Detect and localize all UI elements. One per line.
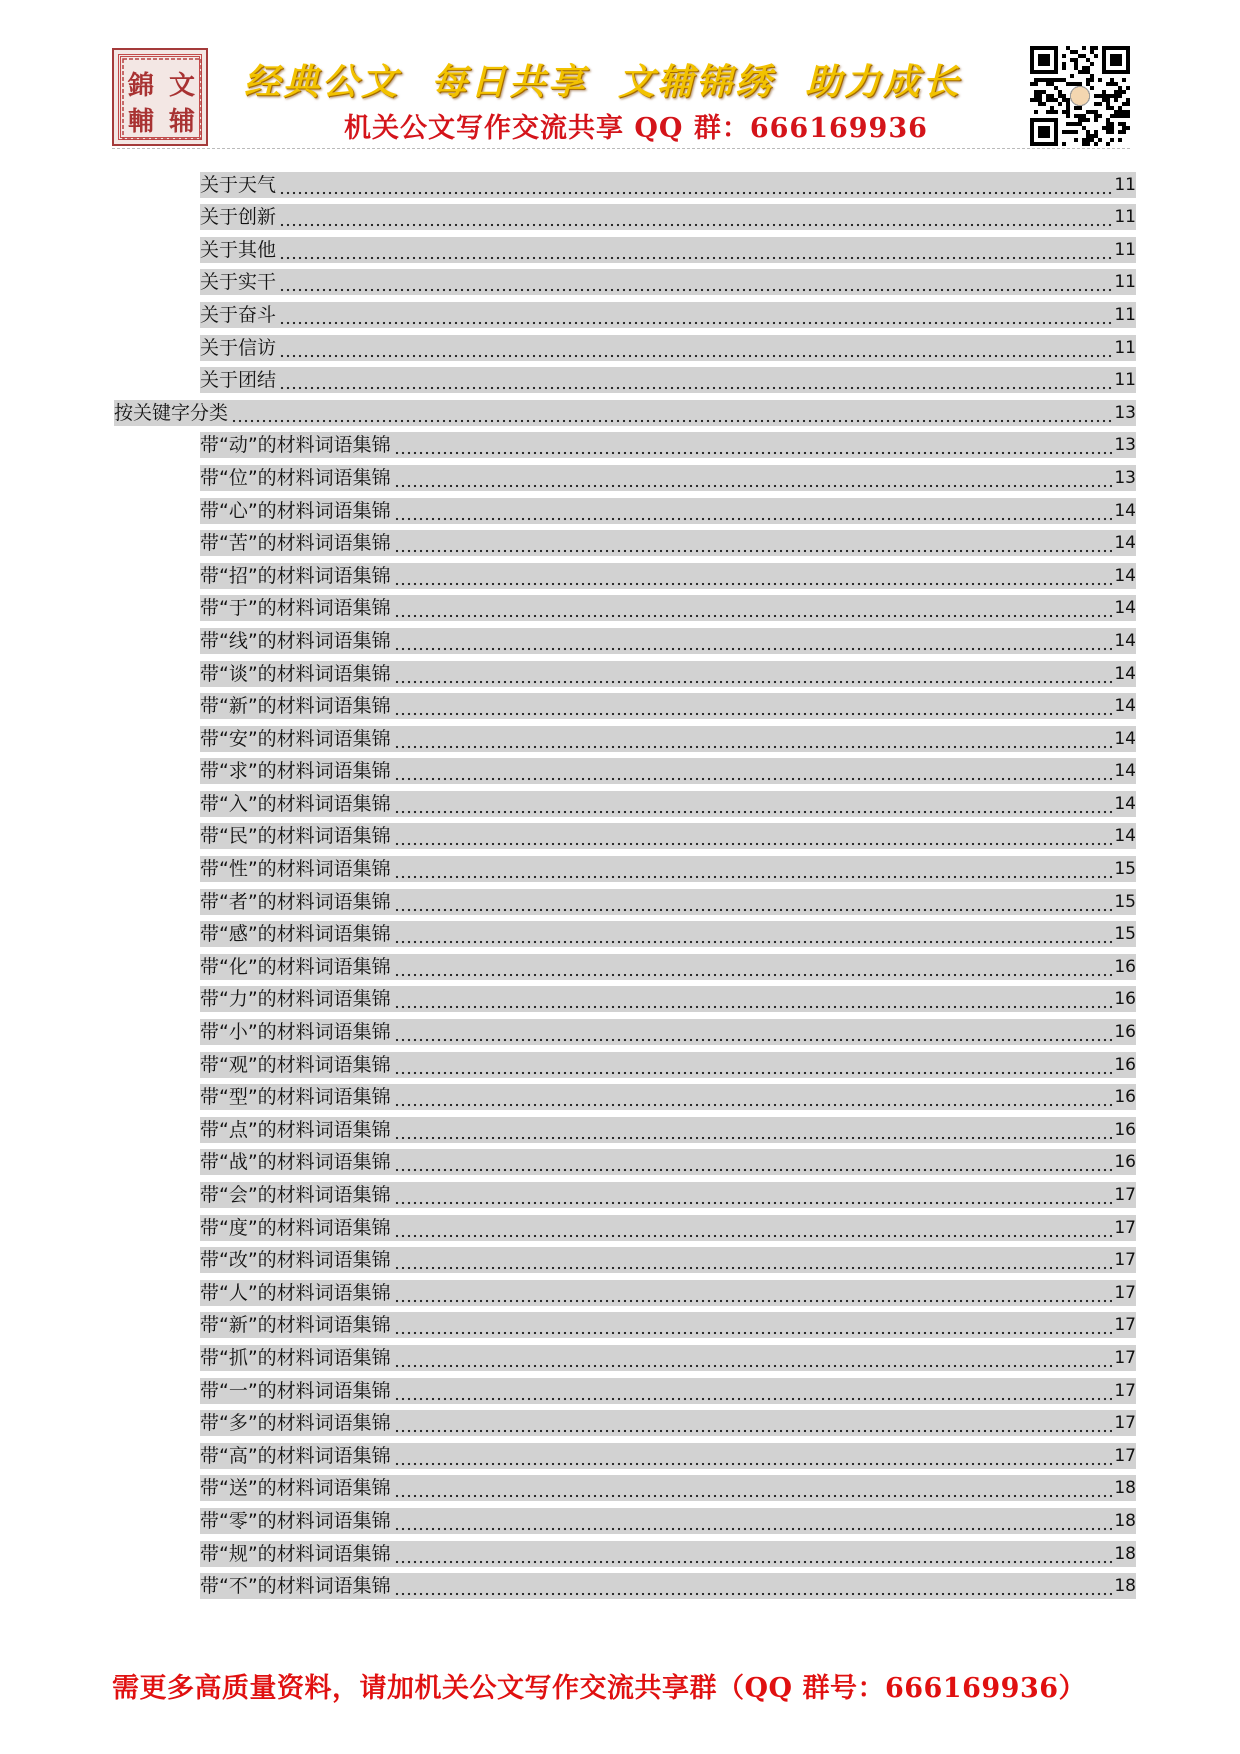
footer-promo: 需更多高质量资料，请加机关公文写作交流共享群（QQ 群号：666169936） [112,1673,1087,1704]
toc-dot-leader [394,954,1113,980]
toc-dot-leader [394,791,1113,817]
toc-dot-leader [394,1378,1113,1404]
toc-entry-title: 带“动”的材料词语集锦 [200,434,391,457]
toc-dot-leader [394,1410,1113,1436]
toc-dot-leader [394,1117,1113,1143]
toc-entry-highlight [200,530,1136,556]
toc-entry-title: 带“点”的材料词语集锦 [200,1118,391,1141]
toc-entry[interactable] [114,589,1136,622]
toc-entry[interactable] [114,393,1136,426]
toc-entry-title: 关于奋斗 [200,303,277,326]
toc-entry-title: 带“不”的材料词语集锦 [200,1575,391,1598]
toc-dot-leader [279,302,1112,328]
toc-entry-page-number: 18 [1114,1543,1136,1564]
toc-entry-highlight [200,661,1136,687]
toc-entry[interactable] [114,1045,1136,1078]
toc-entry-highlight [200,1182,1136,1208]
toc-entry-page-number: 17 [1114,1250,1136,1271]
toc-entry-page-number: 16 [1114,1119,1136,1140]
toc-entry-page-number: 11 [1114,174,1136,195]
svg-text:輔: 輔 [127,107,155,137]
toc-entry-highlight [200,1019,1136,1045]
toc-entry-title: 带“力”的材料词语集锦 [200,988,391,1011]
toc-dot-leader [279,237,1112,263]
header-divider [112,148,1130,149]
toc-entry-page-number: 15 [1114,859,1136,880]
toc-dot-leader [394,1149,1113,1175]
toc-entry[interactable] [114,1143,1136,1176]
toc-entry-highlight [200,1312,1136,1338]
toc-entry[interactable] [114,654,1136,687]
toc-entry-highlight [200,1573,1136,1599]
toc-entry-title: 带“化”的材料词语集锦 [200,955,391,978]
toc-dot-leader [394,1084,1113,1110]
toc-entry-title: 带“民”的材料词语集锦 [200,825,391,848]
toc-entry-page-number: 14 [1114,598,1136,619]
toc-entry-highlight [200,856,1136,882]
toc-entry-title: 关于信访 [200,336,277,359]
toc-dot-leader [231,400,1112,426]
toc-dot-leader [279,335,1112,361]
toc-entry-highlight [200,693,1136,719]
toc-entry-page-number: 15 [1114,891,1136,912]
toc-entry-title: 带“一”的材料词语集锦 [200,1379,391,1402]
toc-entry-title: 带“招”的材料词语集锦 [200,564,391,587]
toc-dot-leader [394,1508,1113,1534]
toc-entry[interactable] [114,361,1136,394]
toc-dot-leader [394,1475,1113,1501]
toc-entry[interactable] [114,817,1136,850]
toc-entry-page-number: 14 [1114,696,1136,717]
toc-entry[interactable] [114,1501,1136,1534]
toc-entry[interactable] [114,198,1136,231]
toc-entry-page-number: 13 [1114,402,1136,423]
toc-entry-title: 带“线”的材料词语集锦 [200,629,391,652]
toc-dot-leader [394,661,1113,687]
toc-entry[interactable] [114,719,1136,752]
svg-text:文: 文 [168,71,196,101]
toc-dot-leader [394,1052,1113,1078]
toc-entry-title: 带“人”的材料词语集锦 [200,1281,391,1304]
toc-entry-highlight [200,563,1136,589]
toc-entry-title: 关于天气 [200,173,277,196]
toc-entry-highlight [200,465,1136,491]
toc-entry-highlight [200,1508,1136,1534]
toc-entry[interactable] [114,1208,1136,1241]
toc-dot-leader [279,204,1112,230]
toc-entry-title: 带“于”的材料词语集锦 [200,597,391,620]
toc-entry-highlight [114,400,1136,426]
toc-entry-highlight [200,954,1136,980]
toc-entry[interactable] [114,263,1136,296]
toc-dot-leader [394,1215,1113,1241]
toc-entry-title: 关于团结 [200,369,277,392]
toc-entry-title: 带“入”的材料词语集锦 [200,792,391,815]
toc-entry-page-number: 11 [1114,304,1136,325]
toc-entry-title: 关于其他 [200,238,277,261]
toc-entry[interactable] [114,1306,1136,1339]
toc-entry-page-number: 16 [1114,1152,1136,1173]
toc-entry[interactable] [114,1436,1136,1469]
toc-entry-page-number: 17 [1114,1445,1136,1466]
toc-entry-page-number: 17 [1114,1282,1136,1303]
toc-entry-page-number: 14 [1114,565,1136,586]
toc-entry-page-number: 11 [1114,239,1136,260]
toc-entry-highlight [200,172,1136,198]
toc-entry-title: 按关键字分类 [114,401,229,424]
toc-dot-leader [394,986,1113,1012]
toc-dot-leader [279,367,1112,393]
toc-entry[interactable] [114,882,1136,915]
toc-entry-page-number: 17 [1114,1217,1136,1238]
toc-entry[interactable] [114,980,1136,1013]
toc-entry[interactable] [114,1241,1136,1274]
toc-entry-page-number: 17 [1114,1315,1136,1336]
toc-entry[interactable] [114,1110,1136,1143]
toc-entry-title: 带“谈”的材料词语集锦 [200,662,391,685]
toc-entry-page-number: 16 [1114,1054,1136,1075]
toc-entry-page-number: 13 [1114,435,1136,456]
toc-entry[interactable] [114,1567,1136,1600]
toc-dot-leader [394,432,1113,458]
svg-text:錦: 錦 [127,71,155,101]
wenfu-seal-logo [112,48,208,146]
toc-entry-page-number: 18 [1114,1576,1136,1597]
toc-dot-leader [394,1443,1113,1469]
toc-entry-page-number: 16 [1114,989,1136,1010]
toc-entry-page-number: 11 [1114,272,1136,293]
toc-entry-page-number: 17 [1114,1413,1136,1434]
toc-entry[interactable] [114,687,1136,720]
toc-entry-page-number: 18 [1114,1510,1136,1531]
toc-entry-highlight [200,269,1136,295]
toc-entry-page-number: 13 [1114,467,1136,488]
toc-entry-highlight [200,726,1136,752]
toc-entry-page-number: 14 [1114,793,1136,814]
toc-entry-highlight [200,1541,1136,1567]
svg-text:辅: 辅 [168,107,196,137]
toc-entry-highlight [200,823,1136,849]
toc-entry-page-number: 18 [1114,1478,1136,1499]
qr-code-icon [1030,46,1130,146]
toc-entry-page-number: 14 [1114,533,1136,554]
toc-entry-highlight [200,1280,1136,1306]
toc-entry-highlight [200,1247,1136,1273]
toc-entry-highlight [200,498,1136,524]
toc-entry-page-number: 15 [1114,924,1136,945]
toc-dot-leader [394,1541,1113,1567]
toc-entry[interactable] [114,915,1136,948]
toc-entry[interactable] [114,1469,1136,1502]
toc-entry-page-number: 11 [1114,370,1136,391]
toc-entry-title: 带“求”的材料词语集锦 [200,760,391,783]
toc-dot-leader [394,889,1113,915]
toc-entry-title: 带“零”的材料词语集锦 [200,1509,391,1532]
toc-entry[interactable] [114,1404,1136,1437]
toc-dot-leader [394,921,1113,947]
toc-entry-highlight [200,628,1136,654]
toc-dot-leader [394,563,1113,589]
toc-entry-title: 带“规”的材料词语集锦 [200,1542,391,1565]
toc-entry-title: 带“型”的材料词语集锦 [200,1086,391,1109]
toc-entry-title: 带“心”的材料词语集锦 [200,499,391,522]
toc-entry[interactable] [114,621,1136,654]
toc-entry[interactable] [114,784,1136,817]
toc-entry-title: 带“观”的材料词语集锦 [200,1053,391,1076]
toc-dot-leader [279,269,1112,295]
toc-dot-leader [394,1182,1113,1208]
toc-entry-page-number: 14 [1114,663,1136,684]
toc-entry-highlight [200,921,1136,947]
toc-entry[interactable] [114,556,1136,589]
toc-dot-leader [394,498,1113,524]
toc-entry-highlight [200,237,1136,263]
toc-entry-title: 带“感”的材料词语集锦 [200,923,391,946]
toc-entry-title: 带“新”的材料词语集锦 [200,1314,391,1337]
toc-entry[interactable] [114,230,1136,263]
page-header [112,40,1130,150]
toc-entry-title: 带“性”的材料词语集锦 [200,858,391,881]
toc-entry[interactable] [114,295,1136,328]
toc-entry-title: 带“苦”的材料词语集锦 [200,532,391,555]
toc-entry-title: 带“安”的材料词语集锦 [200,727,391,750]
toc-entry[interactable] [114,1012,1136,1045]
toc-entry-highlight [200,986,1136,1012]
toc-entry-highlight [200,1084,1136,1110]
toc-dot-leader [394,1280,1113,1306]
toc-entry-highlight [200,1345,1136,1371]
toc-entry-highlight [200,1443,1136,1469]
header-slogan: 经典公文 每日共享 文辅锦绣 助力成长 [244,61,962,103]
toc-entry-highlight [200,889,1136,915]
toc-entry-page-number: 17 [1114,1347,1136,1368]
header-qq-group: 机关公文写作交流共享 QQ 群：666169936 [344,113,928,144]
toc-dot-leader [394,465,1113,491]
toc-entry-page-number: 14 [1114,728,1136,749]
toc-entry-page-number: 14 [1114,826,1136,847]
toc-entry-page-number: 17 [1114,1185,1136,1205]
toc-entry-highlight [200,791,1136,817]
toc-dot-leader [394,823,1113,849]
table-of-contents [114,165,1136,1599]
toc-dot-leader [394,1345,1113,1371]
toc-dot-leader [394,758,1113,784]
toc-entry-highlight [200,204,1136,230]
toc-entry-highlight [200,302,1136,328]
toc-entry-highlight [200,367,1136,393]
toc-entry-title: 带“新”的材料词语集锦 [200,695,391,718]
toc-entry-page-number: 17 [1114,1380,1136,1401]
toc-entry[interactable] [114,165,1136,198]
toc-entry-highlight [200,1052,1136,1078]
toc-entry-page-number: 14 [1114,500,1136,521]
toc-entry[interactable] [114,458,1136,491]
toc-entry-highlight [200,1410,1136,1436]
toc-entry-title: 带“小”的材料词语集锦 [200,1021,391,1044]
toc-dot-leader [394,1312,1113,1338]
toc-dot-leader [394,1573,1113,1599]
toc-entry-highlight [200,1149,1136,1175]
toc-entry-highlight [200,758,1136,784]
toc-entry-title: 带“多”的材料词语集锦 [200,1412,391,1435]
toc-entry-title: 带“送”的材料词语集锦 [200,1477,391,1500]
toc-entry-page-number: 11 [1114,337,1136,358]
toc-entry[interactable] [114,524,1136,557]
toc-entry-highlight [200,1117,1136,1143]
toc-entry[interactable] [114,426,1136,459]
toc-entry-highlight [200,1378,1136,1404]
toc-entry[interactable] [114,491,1136,524]
toc-entry[interactable] [114,1371,1136,1404]
toc-entry[interactable] [114,849,1136,882]
toc-dot-leader [394,726,1113,752]
toc-dot-leader [394,1247,1113,1273]
toc-entry-highlight [200,432,1136,458]
toc-entry-page-number: 14 [1114,630,1136,651]
toc-entry[interactable] [114,1273,1136,1306]
toc-entry[interactable] [114,1338,1136,1371]
toc-entry-highlight [200,1475,1136,1501]
toc-entry-title: 带“抓”的材料词语集锦 [200,1346,391,1369]
toc-dot-leader [394,628,1113,654]
toc-entry[interactable] [114,752,1136,785]
toc-dot-leader [394,530,1113,556]
toc-dot-leader [279,172,1112,198]
toc-entry-title: 带“者”的材料词语集锦 [200,890,391,913]
toc-entry-title: 关于创新 [200,206,277,229]
toc-entry-title: 带“位”的材料词语集锦 [200,466,391,489]
toc-dot-leader [394,856,1113,882]
toc-entry[interactable] [114,1534,1136,1567]
toc-entry-title: 带“改”的材料词语集锦 [200,1249,391,1272]
toc-entry-highlight [200,595,1136,621]
toc-entry[interactable] [114,1175,1136,1208]
toc-entry[interactable] [114,947,1136,980]
toc-entry-title: 关于实干 [200,271,277,294]
toc-entry-title: 带“高”的材料词语集锦 [200,1444,391,1467]
toc-entry-title: 带“度”的材料词语集锦 [200,1216,391,1239]
toc-entry-title: 带“会”的材料词语集锦 [200,1184,391,1206]
toc-entry-page-number: 16 [1114,956,1136,977]
toc-entry[interactable] [114,1078,1136,1111]
toc-entry-page-number: 16 [1114,1087,1136,1108]
toc-entry-page-number: 14 [1114,761,1136,782]
toc-entry[interactable] [114,328,1136,361]
toc-entry-page-number: 11 [1114,207,1136,228]
toc-dot-leader [394,595,1113,621]
toc-entry-highlight [200,1215,1136,1241]
toc-dot-leader [394,693,1113,719]
toc-entry-title: 带“战”的材料词语集锦 [200,1151,391,1174]
toc-entry-highlight [200,335,1136,361]
toc-dot-leader [394,1019,1113,1045]
toc-entry-page-number: 16 [1114,1022,1136,1043]
